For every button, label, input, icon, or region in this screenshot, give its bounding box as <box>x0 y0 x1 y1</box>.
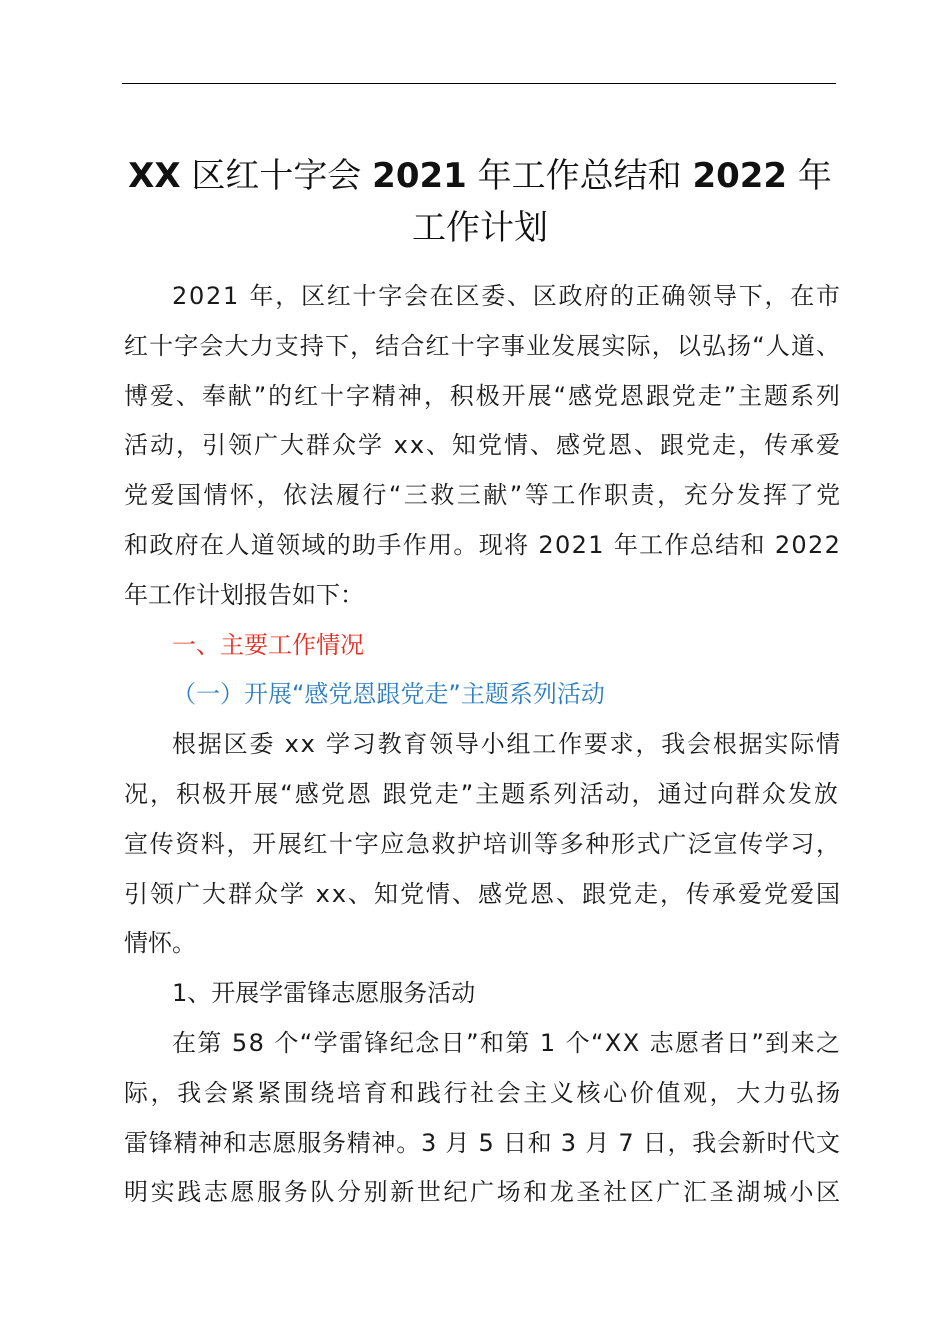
header-rule <box>122 83 836 84</box>
paragraph-line: 根据区委 xx 学习教育领导小组工作要求，我会根据实际情 <box>172 730 842 759</box>
paragraph-line: 雷锋精神和志愿服务精神。3 月 5 日和 3 月 7 日，我会新时代文 <box>124 1128 841 1157</box>
intro-line: 和政府在人道领域的助手作用。现将 2021 年工作总结和 2022 <box>124 530 842 559</box>
item-heading: 1、开展学雷锋志愿服务活动 <box>172 979 476 1008</box>
paragraph-line: 情怀。 <box>124 929 196 958</box>
paragraph-line: 在第 58 个“学雷锋纪念日”和第 1 个“XX 志愿者日”到来之 <box>172 1028 842 1057</box>
paragraph-line: 际，我会紧紧围绕培育和践行社会主义核心价值观，大力弘扬 <box>124 1078 843 1107</box>
intro-line: 年工作计划报告如下： <box>124 580 364 609</box>
paragraph-2 <box>124 720 843 969</box>
subsection-heading: （一）开展“感党恩跟党走”主题系列活动 <box>172 680 605 709</box>
paragraph-line: 宣传资料，开展红十字应急救护培训等多种形式广泛宣传学习， <box>124 829 842 858</box>
intro-line: 红十字会大力支持下，结合红十字事业发展实际，以弘扬“人道、 <box>124 331 842 360</box>
intro-line: 2021 年，区红十字会在区委、区政府的正确领导下，在市 <box>172 282 842 310</box>
intro-paragraph <box>124 272 843 621</box>
document-title <box>100 150 860 254</box>
intro-line: 党爱国情怀，依法履行“三救三献”等工作职责，充分发挥了党 <box>124 481 843 510</box>
paragraph-line: 况，积极开展“感党恩 跟党走”主题系列活动，通过向群众发放 <box>124 779 840 808</box>
intro-line: 活动，引领广大群众学 xx、知党情、感党恩、跟党走，传承爱 <box>124 431 843 460</box>
intro-line: 博爱、奉献”的红十字精神，积极开展“感党恩跟党走”主题系列 <box>124 381 842 410</box>
title-line-2: 工作计划 <box>412 208 548 248</box>
paragraph-line: 明实践志愿服务队分别新世纪广场和龙圣社区广汇圣湖城小区 <box>124 1178 843 1207</box>
document-body <box>124 272 843 1218</box>
paragraph-line: 引领广大群众学 xx、知党情、感党恩、跟党走，传承爱党爱国 <box>124 879 843 908</box>
title-line-1: XX 区红十字会 2021 年工作总结和 2022 年 <box>128 156 832 196</box>
paragraph-3 <box>124 1019 843 1218</box>
section-heading: 一、主要工作情况 <box>172 630 364 659</box>
